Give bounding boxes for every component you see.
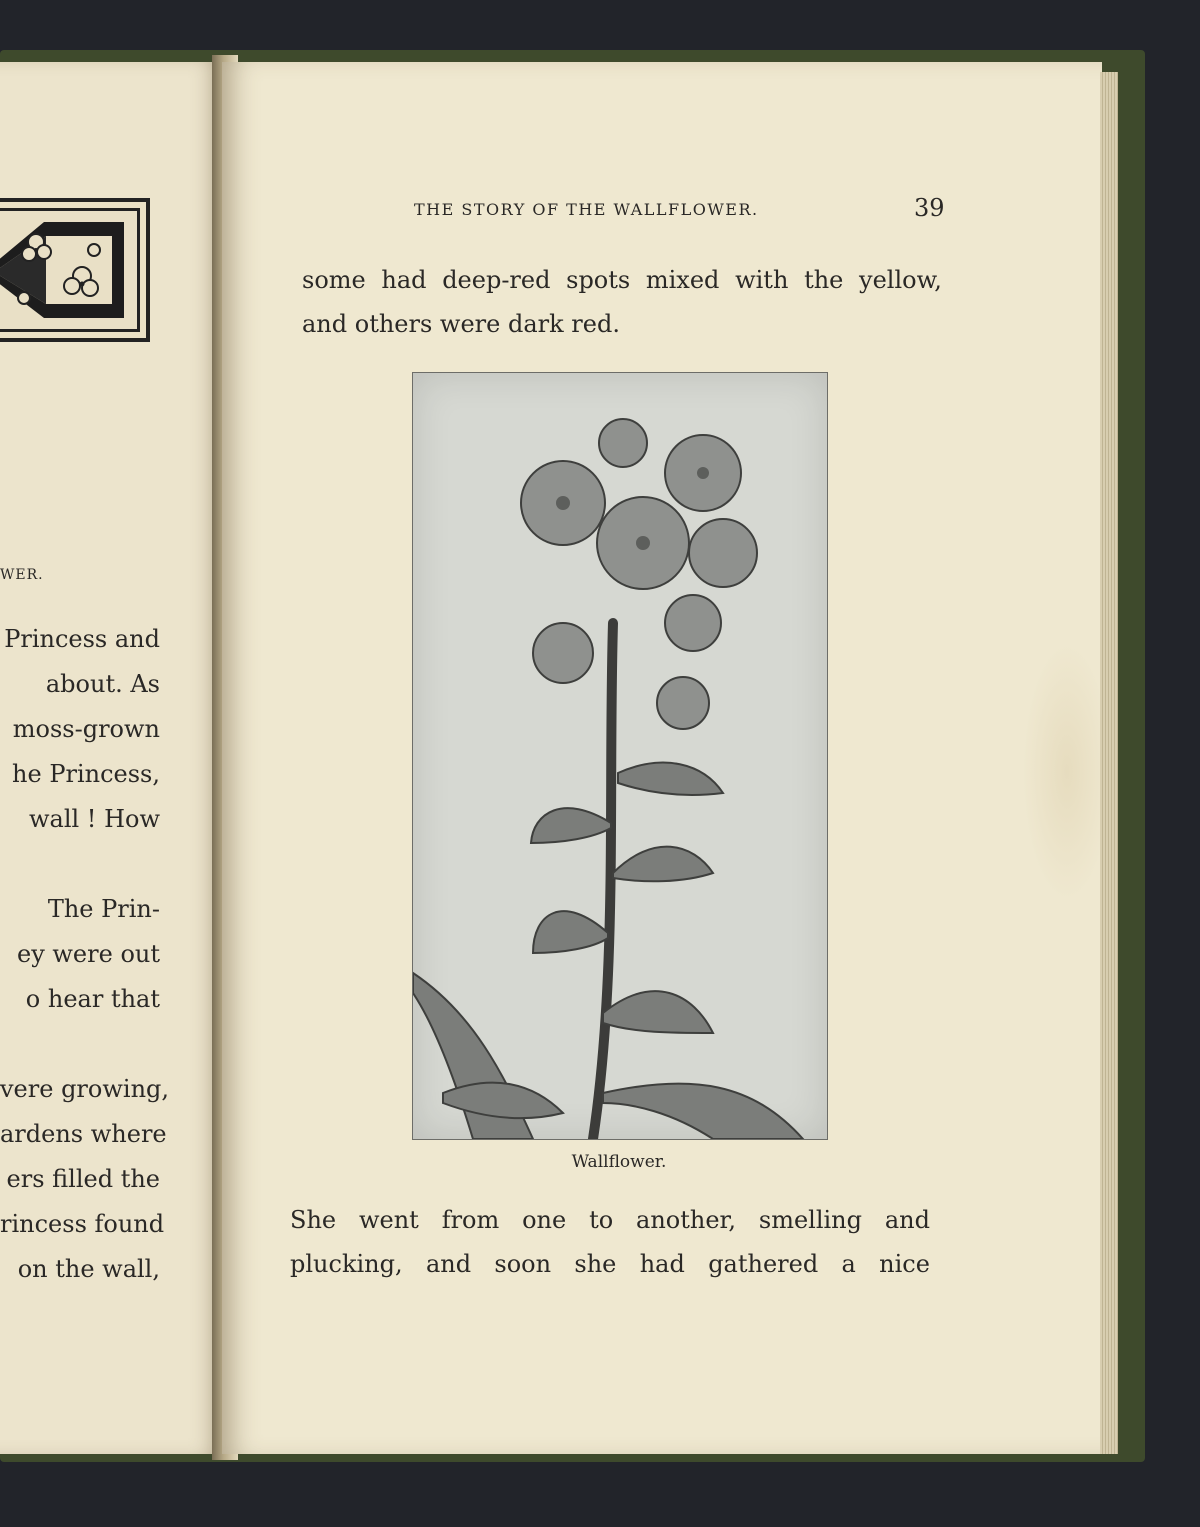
- illustration-caption: Wallflower.: [571, 1152, 667, 1172]
- text-line: Princess and: [4, 625, 160, 653]
- word: another,: [636, 1206, 737, 1234]
- word: with: [735, 266, 789, 294]
- word: gathered: [708, 1250, 819, 1278]
- text-line: rincess found: [0, 1210, 165, 1238]
- text-line: wall ! How: [28, 805, 160, 833]
- page-number: 39: [914, 194, 945, 222]
- left-running-head: WER.: [0, 567, 44, 583]
- word: the: [804, 266, 844, 294]
- word: some: [302, 266, 366, 294]
- word: smelling: [758, 1206, 862, 1234]
- right-page: [222, 62, 1102, 1454]
- text-line: moss-grown: [12, 715, 160, 743]
- word: She: [290, 1206, 337, 1234]
- text-line: [290, 1198, 930, 1242]
- word: she: [574, 1250, 617, 1278]
- text-line: [302, 302, 942, 346]
- text-line: [290, 1242, 930, 1286]
- text-line: on the wall,: [17, 1255, 160, 1283]
- word: had: [639, 1250, 685, 1278]
- word: nice: [879, 1250, 930, 1278]
- decorative-ornament: [0, 198, 150, 342]
- word: and: [425, 1250, 472, 1278]
- text-line: about. As: [45, 670, 160, 698]
- page-stain: [1022, 642, 1102, 902]
- running-head: THE STORY OF THE WALLFLOWER.: [414, 200, 759, 219]
- left-page-text: [0, 617, 170, 1292]
- wallflower-illustration: [412, 372, 828, 1140]
- word: mixed: [645, 266, 720, 294]
- word: went: [358, 1206, 419, 1234]
- word: a: [841, 1250, 856, 1278]
- text-line: [302, 258, 942, 302]
- word: deep-red: [442, 266, 551, 294]
- text-line: ey were out: [17, 940, 160, 968]
- word: to: [589, 1206, 614, 1234]
- word: plucking,: [290, 1250, 403, 1278]
- text-line: he Princess,: [12, 760, 160, 788]
- word: yellow,: [859, 266, 942, 294]
- paragraph-top: [302, 258, 942, 346]
- text-line: o hear that: [25, 985, 160, 1013]
- paragraph-bottom: [290, 1198, 930, 1286]
- left-page: [0, 62, 222, 1454]
- word: one: [522, 1206, 567, 1234]
- text-line: The Prin-: [47, 895, 160, 923]
- page-edges: [1100, 72, 1118, 1454]
- word: from: [441, 1206, 500, 1234]
- word: spots: [566, 266, 631, 294]
- text-line: vere growing,: [0, 1075, 170, 1103]
- word: had: [381, 266, 427, 294]
- word: and others were dark red.: [302, 310, 620, 338]
- text-line: ardens where: [0, 1120, 167, 1148]
- word: and: [884, 1206, 930, 1234]
- word: soon: [494, 1250, 552, 1278]
- text-line: ers filled the: [6, 1165, 160, 1193]
